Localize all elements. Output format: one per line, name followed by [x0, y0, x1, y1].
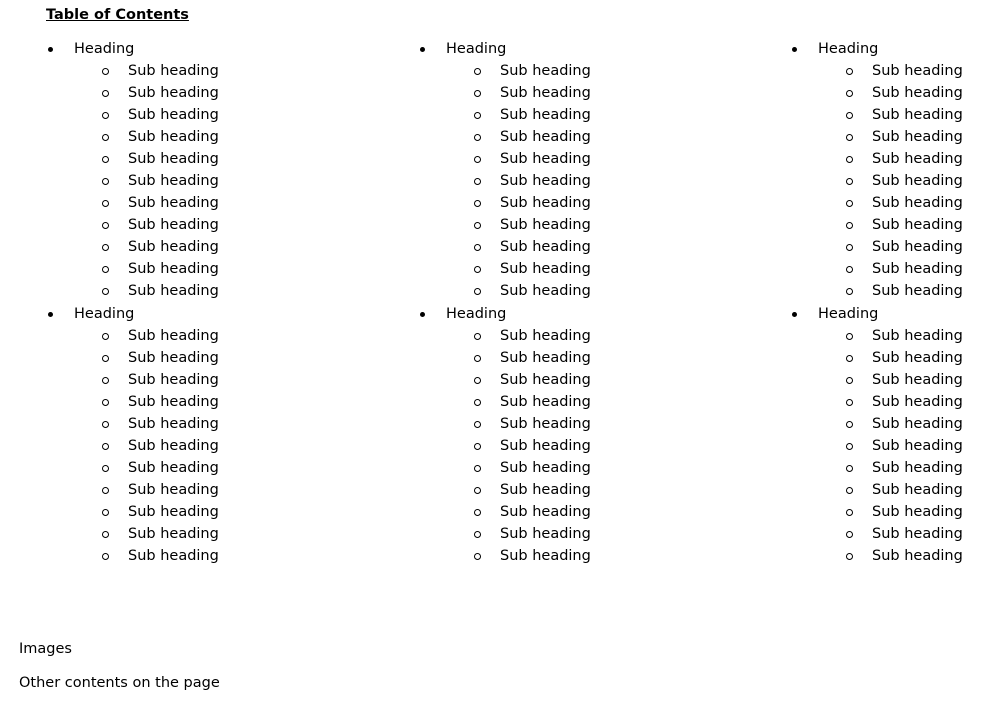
- toc-subheading-item: [790, 238, 999, 260]
- bullet-circle-icon: [846, 531, 853, 538]
- toc-subheading-label: Sub heading: [128, 372, 219, 388]
- bullet-circle-icon: [102, 443, 109, 450]
- toc-subheading-item: [418, 547, 718, 569]
- toc-subheading-item: [790, 437, 999, 459]
- toc-subheading-item: [46, 393, 346, 415]
- bullet-disc-icon: [792, 312, 797, 317]
- toc-subheading-item: [46, 371, 346, 393]
- toc-subheading-label: Sub heading: [872, 350, 963, 366]
- toc-subheading-item: [790, 150, 999, 172]
- bullet-disc-icon: [792, 47, 797, 52]
- toc-subheading-item: [418, 437, 718, 459]
- bullet-circle-icon: [474, 178, 481, 185]
- toc-subheading-item: [46, 128, 346, 150]
- toc-subheading-label: Sub heading: [872, 129, 963, 145]
- toc-subheading-item: [418, 349, 718, 371]
- toc-subheading-label: Sub heading: [500, 328, 591, 344]
- bullet-circle-icon: [102, 156, 109, 163]
- toc-subheading-label: Sub heading: [128, 350, 219, 366]
- toc-section: [790, 305, 999, 570]
- toc-subheading-label: Sub heading: [500, 350, 591, 366]
- bullet-circle-icon: [474, 244, 481, 251]
- bullet-circle-icon: [474, 90, 481, 97]
- toc-subheading-list: [790, 62, 999, 304]
- toc-subheading-label: Sub heading: [500, 239, 591, 255]
- bullet-circle-icon: [846, 266, 853, 273]
- toc-subheading-item: [790, 547, 999, 569]
- toc-subheading-label: Sub heading: [872, 283, 963, 299]
- toc-subheading-label: Sub heading: [128, 261, 219, 277]
- toc-subheading-label: Sub heading: [872, 460, 963, 476]
- toc-subheading-item: [418, 150, 718, 172]
- toc-subheading-item: [790, 327, 999, 349]
- bullet-circle-icon: [102, 487, 109, 494]
- toc-subheading-label: Sub heading: [872, 482, 963, 498]
- toc-subheading-item: [418, 415, 718, 437]
- toc-subheading-list: [418, 62, 718, 304]
- toc-subheading-label: Sub heading: [872, 394, 963, 410]
- bullet-circle-icon: [474, 509, 481, 516]
- toc-subheading-item: [418, 106, 718, 128]
- bullet-circle-icon: [102, 553, 109, 560]
- bullet-circle-icon: [474, 222, 481, 229]
- toc-subheading-item: [418, 216, 718, 238]
- bullet-circle-icon: [846, 244, 853, 251]
- toc-subheading-item: [418, 84, 718, 106]
- toc-subheading-label: Sub heading: [500, 261, 591, 277]
- bullet-circle-icon: [474, 156, 481, 163]
- toc-subheading-item: [46, 238, 346, 260]
- toc-section: [46, 305, 346, 570]
- toc-subheading-item: [46, 481, 346, 503]
- bullet-circle-icon: [474, 355, 481, 362]
- bullet-circle-icon: [102, 200, 109, 207]
- toc-subheading-item: [790, 260, 999, 282]
- toc-section: [418, 305, 718, 570]
- toc-subheading-item: [46, 216, 346, 238]
- bullet-circle-icon: [846, 465, 853, 472]
- toc-section: [46, 40, 346, 305]
- toc-subheading-label: Sub heading: [128, 85, 219, 101]
- toc-subheading-label: Sub heading: [872, 526, 963, 542]
- toc-heading-item: [790, 40, 999, 62]
- bullet-circle-icon: [474, 68, 481, 75]
- bullet-circle-icon: [102, 509, 109, 516]
- bullet-circle-icon: [102, 355, 109, 362]
- toc-heading-item: [418, 40, 718, 62]
- toc-heading-label: Heading: [446, 306, 507, 322]
- bullet-circle-icon: [846, 112, 853, 119]
- toc-heading-label: Heading: [74, 41, 135, 57]
- bullet-circle-icon: [102, 244, 109, 251]
- bullet-circle-icon: [102, 399, 109, 406]
- toc-subheading-item: [46, 84, 346, 106]
- toc-subheading-list: [46, 62, 346, 304]
- toc-heading-label: Heading: [74, 306, 135, 322]
- bullet-circle-icon: [846, 222, 853, 229]
- toc-subheading-label: Sub heading: [872, 63, 963, 79]
- toc-subheading-item: [790, 393, 999, 415]
- toc-subheading-label: Sub heading: [500, 63, 591, 79]
- bullet-circle-icon: [474, 531, 481, 538]
- toc-subheading-item: [46, 503, 346, 525]
- toc-section: [790, 40, 999, 305]
- toc-subheading-label: Sub heading: [500, 482, 591, 498]
- toc-subheading-item: [46, 437, 346, 459]
- bullet-circle-icon: [846, 134, 853, 141]
- toc-subheading-label: Sub heading: [500, 416, 591, 432]
- toc-subheading-item: [46, 415, 346, 437]
- bullet-circle-icon: [474, 487, 481, 494]
- toc-subheading-label: Sub heading: [872, 151, 963, 167]
- bullet-circle-icon: [474, 112, 481, 119]
- toc-subheading-item: [790, 84, 999, 106]
- bullet-circle-icon: [846, 333, 853, 340]
- toc-subheading-item: [790, 525, 999, 547]
- toc-subheading-item: [790, 481, 999, 503]
- toc-subheading-label: Sub heading: [500, 548, 591, 564]
- other-contents-text: Other contents on the page: [19, 675, 220, 691]
- toc-subheading-item: [418, 172, 718, 194]
- toc-heading-item: [790, 305, 999, 327]
- bullet-circle-icon: [846, 443, 853, 450]
- toc-subheading-item: [418, 371, 718, 393]
- toc-subheading-item: [790, 194, 999, 216]
- toc-subheading-item: [46, 194, 346, 216]
- bullet-circle-icon: [102, 178, 109, 185]
- toc-subheading-label: Sub heading: [872, 438, 963, 454]
- toc-subheading-label: Sub heading: [128, 283, 219, 299]
- toc-subheading-item: [790, 349, 999, 371]
- toc-subheading-label: Sub heading: [500, 217, 591, 233]
- bullet-circle-icon: [102, 377, 109, 384]
- bullet-circle-icon: [474, 553, 481, 560]
- toc-subheading-item: [790, 128, 999, 150]
- toc-subheading-item: [418, 128, 718, 150]
- toc-subheading-label: Sub heading: [128, 548, 219, 564]
- bullet-disc-icon: [48, 312, 53, 317]
- bullet-circle-icon: [474, 333, 481, 340]
- toc-subheading-item: [790, 415, 999, 437]
- toc-subheading-label: Sub heading: [500, 85, 591, 101]
- bullet-circle-icon: [102, 266, 109, 273]
- toc-subheading-item: [790, 106, 999, 128]
- toc-subheading-label: Sub heading: [128, 129, 219, 145]
- toc-subheading-label: Sub heading: [500, 372, 591, 388]
- toc-subheading-label: Sub heading: [872, 195, 963, 211]
- bullet-circle-icon: [474, 134, 481, 141]
- bullet-circle-icon: [102, 333, 109, 340]
- toc-subheading-item: [46, 282, 346, 304]
- bullet-disc-icon: [420, 312, 425, 317]
- toc-heading-label: Heading: [818, 41, 879, 57]
- toc-subheading-item: [46, 547, 346, 569]
- toc-subheading-item: [46, 150, 346, 172]
- toc-subheading-item: [790, 282, 999, 304]
- toc-heading-item: [46, 40, 346, 62]
- images-placeholder-text: Images: [19, 641, 72, 657]
- toc-subheading-item: [418, 503, 718, 525]
- bullet-circle-icon: [102, 421, 109, 428]
- bullet-circle-icon: [102, 531, 109, 538]
- toc-subheading-label: Sub heading: [500, 107, 591, 123]
- toc-subheading-label: Sub heading: [128, 63, 219, 79]
- toc-subheading-label: Sub heading: [128, 195, 219, 211]
- toc-subheading-label: Sub heading: [872, 328, 963, 344]
- bullet-circle-icon: [846, 421, 853, 428]
- toc-subheading-label: Sub heading: [500, 283, 591, 299]
- toc-subheading-label: Sub heading: [872, 416, 963, 432]
- bullet-circle-icon: [846, 399, 853, 406]
- toc-section: [418, 40, 718, 305]
- toc-subheading-label: Sub heading: [500, 151, 591, 167]
- toc-subheading-item: [418, 481, 718, 503]
- toc-subheading-label: Sub heading: [128, 239, 219, 255]
- toc-subheading-label: Sub heading: [128, 416, 219, 432]
- bullet-circle-icon: [846, 68, 853, 75]
- toc-subheading-item: [418, 459, 718, 481]
- bullet-circle-icon: [474, 399, 481, 406]
- toc-subheading-item: [790, 172, 999, 194]
- toc-column: [46, 40, 346, 570]
- toc-subheading-item: [46, 349, 346, 371]
- toc-subheading-item: [790, 371, 999, 393]
- toc-subheading-label: Sub heading: [128, 173, 219, 189]
- toc-subheading-list: [790, 327, 999, 569]
- bullet-circle-icon: [474, 421, 481, 428]
- toc-heading-label: Heading: [818, 306, 879, 322]
- bullet-circle-icon: [846, 200, 853, 207]
- bullet-circle-icon: [846, 156, 853, 163]
- bullet-disc-icon: [420, 47, 425, 52]
- toc-subheading-item: [418, 238, 718, 260]
- bullet-circle-icon: [474, 377, 481, 384]
- toc-heading-item: [46, 305, 346, 327]
- toc-subheading-label: Sub heading: [500, 504, 591, 520]
- bullet-circle-icon: [846, 553, 853, 560]
- toc-subheading-label: Sub heading: [128, 526, 219, 542]
- bullet-circle-icon: [102, 134, 109, 141]
- bullet-circle-icon: [846, 288, 853, 295]
- toc-subheading-label: Sub heading: [872, 217, 963, 233]
- toc-subheading-label: Sub heading: [128, 107, 219, 123]
- toc-subheading-item: [46, 106, 346, 128]
- toc-subheading-label: Sub heading: [872, 85, 963, 101]
- toc-subheading-list: [418, 327, 718, 569]
- toc-subheading-label: Sub heading: [872, 261, 963, 277]
- toc-subheading-label: Sub heading: [128, 217, 219, 233]
- toc-column: [418, 40, 718, 570]
- toc-subheading-label: Sub heading: [128, 460, 219, 476]
- toc-subheading-item: [418, 393, 718, 415]
- toc-subheading-item: [418, 327, 718, 349]
- bullet-circle-icon: [102, 68, 109, 75]
- toc-subheading-label: Sub heading: [872, 372, 963, 388]
- bullet-circle-icon: [846, 355, 853, 362]
- bullet-circle-icon: [474, 200, 481, 207]
- toc-subheading-item: [790, 216, 999, 238]
- toc-subheading-label: Sub heading: [128, 328, 219, 344]
- bullet-circle-icon: [474, 465, 481, 472]
- toc-subheading-label: Sub heading: [128, 504, 219, 520]
- bullet-circle-icon: [474, 266, 481, 273]
- toc-subheading-label: Sub heading: [500, 460, 591, 476]
- bullet-circle-icon: [846, 487, 853, 494]
- toc-subheading-label: Sub heading: [500, 195, 591, 211]
- bullet-circle-icon: [102, 112, 109, 119]
- bullet-circle-icon: [102, 465, 109, 472]
- bullet-circle-icon: [846, 90, 853, 97]
- bullet-circle-icon: [102, 288, 109, 295]
- toc-subheading-item: [418, 194, 718, 216]
- toc-title: Table of Contents: [46, 7, 189, 23]
- toc-subheading-label: Sub heading: [128, 482, 219, 498]
- toc-subheading-item: [46, 525, 346, 547]
- toc-subheading-item: [46, 260, 346, 282]
- toc-subheading-label: Sub heading: [500, 526, 591, 542]
- toc-heading-label: Heading: [446, 41, 507, 57]
- toc-subheading-label: Sub heading: [872, 173, 963, 189]
- toc-subheading-item: [790, 62, 999, 84]
- bullet-circle-icon: [846, 178, 853, 185]
- bullet-disc-icon: [48, 47, 53, 52]
- toc-subheading-item: [46, 459, 346, 481]
- toc-subheading-label: Sub heading: [128, 151, 219, 167]
- toc-subheading-label: Sub heading: [500, 394, 591, 410]
- bullet-circle-icon: [846, 377, 853, 384]
- toc-subheading-label: Sub heading: [872, 504, 963, 520]
- toc-subheading-item: [790, 503, 999, 525]
- toc-subheading-label: Sub heading: [500, 173, 591, 189]
- toc-subheading-label: Sub heading: [872, 107, 963, 123]
- bullet-circle-icon: [102, 90, 109, 97]
- bullet-circle-icon: [474, 443, 481, 450]
- toc-subheading-item: [418, 62, 718, 84]
- toc-heading-item: [418, 305, 718, 327]
- toc-subheading-item: [46, 172, 346, 194]
- bullet-circle-icon: [846, 509, 853, 516]
- toc-subheading-label: Sub heading: [872, 548, 963, 564]
- toc-subheading-item: [418, 260, 718, 282]
- toc-subheading-item: [418, 282, 718, 304]
- toc-subheading-label: Sub heading: [872, 239, 963, 255]
- toc-subheading-item: [46, 327, 346, 349]
- toc-subheading-label: Sub heading: [128, 438, 219, 454]
- bullet-circle-icon: [102, 222, 109, 229]
- toc-subheading-label: Sub heading: [500, 438, 591, 454]
- toc-subheading-item: [46, 62, 346, 84]
- bullet-circle-icon: [474, 288, 481, 295]
- toc-subheading-label: Sub heading: [128, 394, 219, 410]
- toc-subheading-item: [790, 459, 999, 481]
- toc-column: [790, 40, 999, 570]
- toc-subheading-item: [418, 525, 718, 547]
- toc-subheading-label: Sub heading: [500, 129, 591, 145]
- toc-subheading-list: [46, 327, 346, 569]
